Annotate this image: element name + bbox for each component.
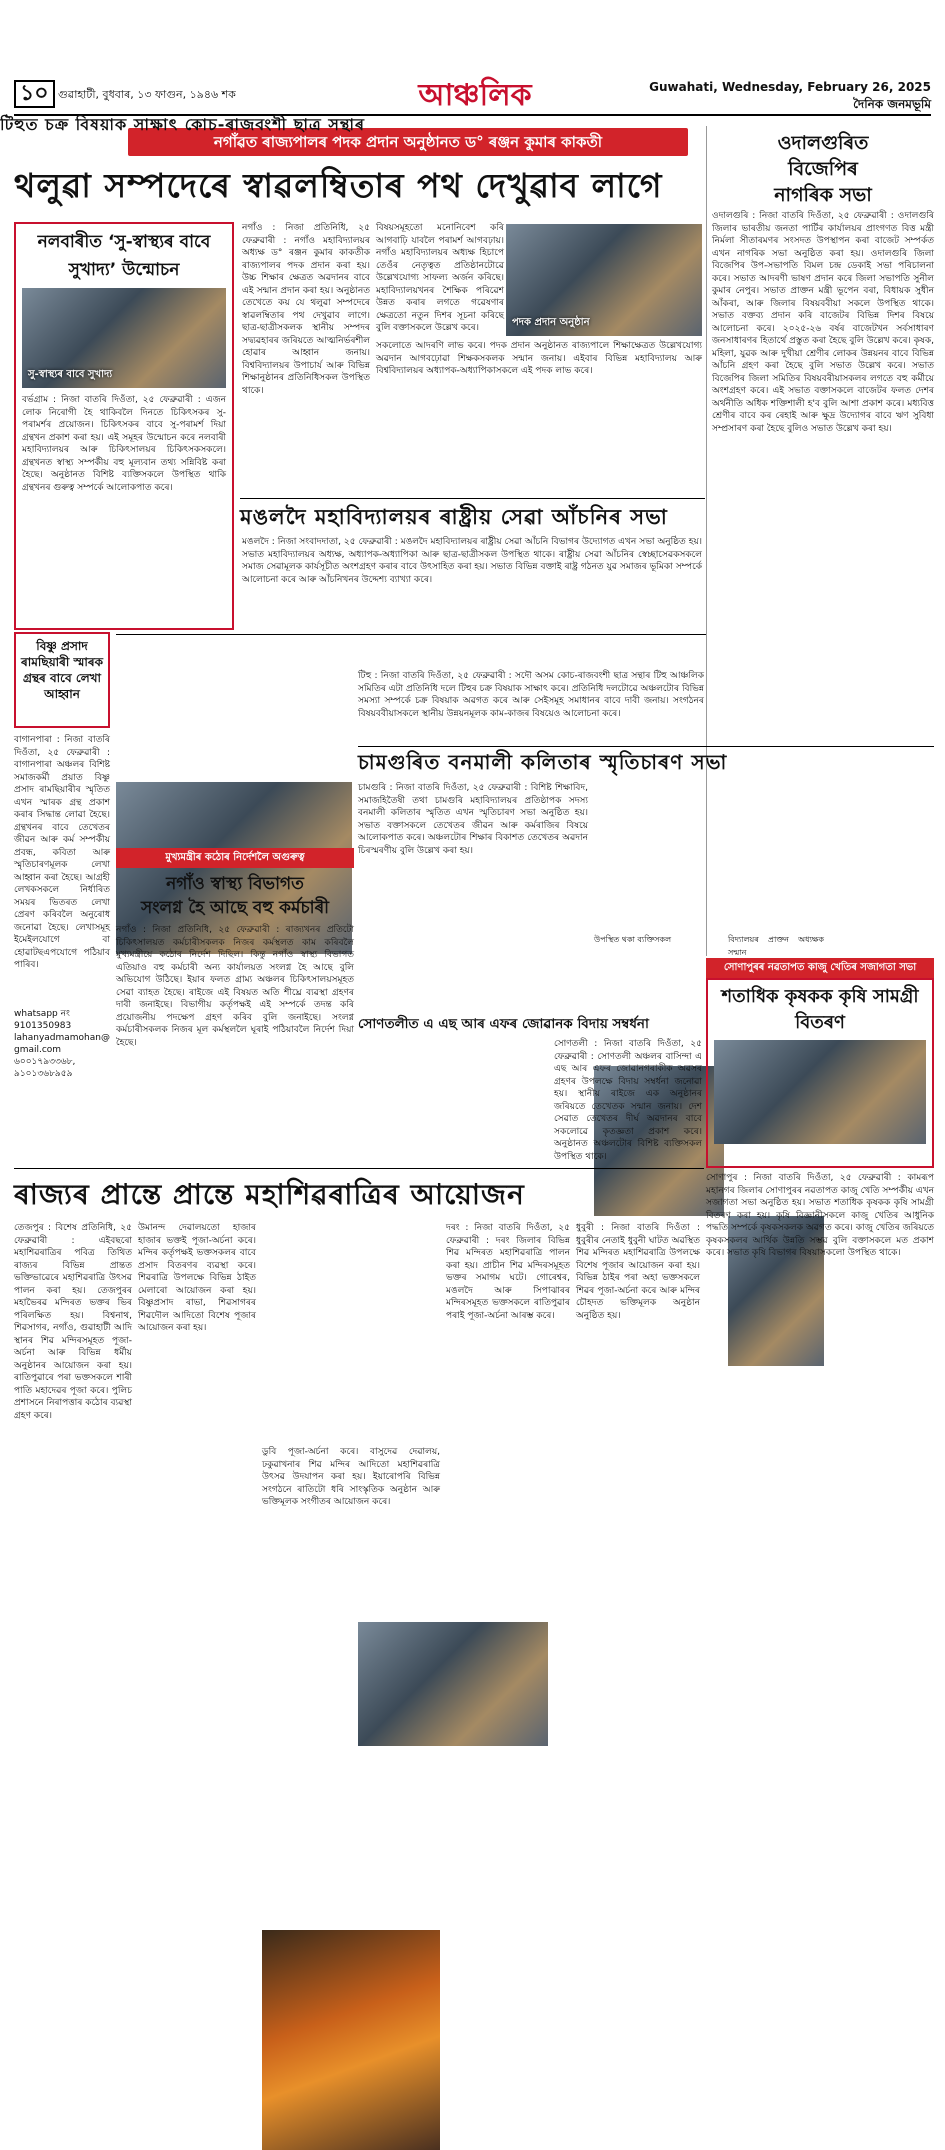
shivaratri-body-col4: দৰং : নিজা বাতৰি দিওঁতা, ২৫ ফেব্ৰুৱাৰী : দৰং জিলাৰ বিভিন্ন শিৱ মন্দিৰত মহাশিৱৰাত্ৰি পালন কৰা হয়। প্ৰাচীন শিৱ মন্দিৰসমূহত ভক্তৰ সমাগম ঘটে। গোৰেশ্বৰ, মঙলদৈ আৰু সিপাঝাৰৰ মন্দিৰসমূহত ভক্তসকলে ৰাতিপুৱাৰ পৰাই পূজা-অৰ্চনা আৰম্ভ কৰে। (446, 1223, 570, 1321)
nagaon-award-photo (506, 224, 702, 336)
tihu-body: টিহু : নিজা বাতৰি দিওঁতা, ২৫ ফেব্ৰুৱাৰী : সদৌ অসম কোচ-ৰাজবংশী ছাত্ৰ সন্থাৰ টিহু আঞ্চলিক সমিতিৰ এটা প্ৰতিনিধি দলে টিহুৰ চক্ৰ বিষয়াক সাক্ষাৎ কৰে। প্ৰতিনিধি দলটোৱে অঞ্চলটোৰ বিভিন্ন সমস্যা সম্পৰ্কে চক্ৰ বিষয়াক অৱগত কৰে আৰু সেইসমূহ সমাধানৰ বাবে দাবী জনায়। সংগঠনৰ বিষয়ববীয়াসকলে স্থানীয় উন্নয়নমূলক কাম-কাজৰ বিষয়েও আলোচনা কৰে। (358, 671, 704, 719)
sidebar-title-line1: ওদালগুৰিত (777, 132, 869, 154)
divider-mangaldoi (240, 498, 705, 499)
page-number: ১০ (14, 80, 55, 108)
nalbari-photo (22, 288, 226, 388)
shivaratri-body-col3: ডুবি পূজা-অৰ্চনা কৰে। বাসুদেৱ দেৱালয়, ঢকুৱাখনাৰ শিৱ মন্দিৰ আদিতো মহাশিৱৰাত্ৰি উৎসৱ উদযাপন কৰা হয়। ইয়াৰোপৰি বিভিন্ন সংগঠনে ৰাতিটো ধৰি সাংস্কৃতিক অনুষ্ঠান আৰু ভক্তিমূলক সংগীতৰ আয়োজন কৰে। (262, 1447, 440, 1507)
shivaratri-body-col1: তেজপুৰ : বিশেষ প্ৰতিনিধি, ২৫ ফেব্ৰুৱাৰী : এইবছৰো মহাশিৱৰাত্ৰিৰ পবিত্ৰ তিথিত ৰাজ্যৰ বিভিন্ন প্ৰান্তত ভক্তিভাৱেৰে মহাশিৱৰাত্ৰি উৎসৱ পালন কৰা হয়। তেজপুৰৰ মহাভৈৰৱ মন্দিৰত ভক্তৰ ভিৰ পৰিলক্ষিত হয়। বিশ্বনাথ, শিৱসাগৰ, নগাঁও, গুৱাহাটী আদি স্থানৰ শিৱ মন্দিৰসমূহত পূজা-অৰ্চনা আৰু বিভিন্ন ধৰ্মীয় অনুষ্ঠানৰ আয়োজন কৰা হয়। ৰাতিপুৱাৰে পৰা ভক্তসকলে শাৰী পাতি মহাদেৱৰ পূজা কৰে। পুলিচ প্ৰশাসনে নিৰাপত্তাৰ কঠোৰ ব্যৱস্থা গ্ৰহণ কৰে। (14, 1223, 132, 1421)
divider-shivaratri (14, 1168, 704, 1169)
masthead: আঞ্চলিক (418, 78, 532, 113)
sidebar-headline (712, 130, 934, 208)
sonapur-tag: সোণাপুৰৰ নৱতাপত কাজু খেতিৰ সজাগতা সভা (706, 958, 934, 978)
shivaratri-headline: ৰাজ্যৰ প্ৰান্তে প্ৰান্তে মহাশিৱৰাত্ৰিৰ আয়োজন (14, 1178, 525, 1211)
sonapur-headline: শতাধিক কৃষকক কৃষি সামগ্ৰী বিতৰণ (721, 986, 919, 1033)
date-left: গুৱাহাটী, বুধবাৰ, ১৩ ফাগুন, ১৯৪৬ শক (58, 88, 236, 101)
bishnu-body: বাগানপাৰা : নিজা বাতৰি দিওঁতা, ২৫ ফেব্ৰুৱাৰী : বাগানপাৰা অঞ্চলৰ বিশিষ্ট সমাজকৰ্মী প্ৰয়াত বিষ্ণু প্ৰসাদ ৰামছিয়াৰীৰ স্মৃতিত এখন স্মাৰক গ্ৰন্থ প্ৰকাশ কৰাৰ সিদ্ধান্ত লোৱা হৈছে। গ্ৰন্থখনৰ বাবে তেখেতৰ জীৱন আৰু কৰ্ম সম্পৰ্কীয় প্ৰবন্ধ, কবিতা আৰু স্মৃতিচাৰণমূলক লেখা আহ্বান কৰা হৈছে। আগ্ৰহী লেখকসকলে নিৰ্ধাৰিত সময়ৰ ভিতৰত লেখা প্ৰেৰণ কৰিবলৈ অনুৰোধ জনোৱা হৈছে। লেখাসমূহ ইমেইলযোগে বা হোৱাটছএপযোগে পঠিয়াব পাৰিব। (14, 735, 110, 970)
bishnu-headline: বিষ্ণু প্ৰসাদ ৰামছিয়াৰী স্মাৰক গ্ৰন্থৰ বাবে লেখা আহ্বান (20, 639, 104, 701)
nagaon-body-col2: বিষয়সমূহতো মনোনিবেশ কৰি আগবাঢ়ি যাবলৈ পৰামৰ্শ আগবঢ়ায়। নগাঁও মহাবিদ্যালয়ৰ অধ্যক্ষ হিচাপে তেওঁৰ নেতৃত্বত প্ৰতিষ্ঠানটোৱে উল্লেখযোগ্য সাফল্য অৰ্জন কৰিছে। মহাবিদ্যালয়খনৰ শৈক্ষিক পৰিৱেশ উন্নত কৰাৰ লগতে গৱেষণাৰ ক্ষেত্ৰতো নতুন দিশৰ সূচনা কৰিছে বুলি বক্তাসকলে উল্লেখ কৰে। (376, 223, 504, 333)
shivaratri-body-col2: উমানন্দ দেৱালয়তো হাজাৰ হাজাৰ ভক্তই পূজা-অৰ্চনা কৰে। মন্দিৰ কৰ্তৃপক্ষই ভক্তসকলৰ বাবে প্ৰসাদ বিতৰণৰ ব্যৱস্থা কৰে। শিৱৰাত্ৰি উপলক্ষে বিভিন্ন ঠাইত মেলাৰো আয়োজন কৰা হয়। বিষ্ণুপ্ৰসাদ ৰাভা, শিৱসাগৰৰ শিৱদৌল আদিতো বিশেষ পূজাৰ আয়োজন কৰা হয়। (138, 1223, 256, 1333)
nagaon-body-col3: সকলোতে আদৰণি লাভ কৰে। পদক প্ৰদান অনুষ্ঠানত ৰাজ্যপালে শিক্ষাক্ষেত্ৰত উল্লেখযোগ্য অৱদান আগবঢ়োৱা শিক্ষকসকলক সন্মান জনায়। এইবাৰ বিভিন্ন মহাবিদ্যালয় আৰু বিশ্ববিদ্যালয়ৰ অধ্যাপক-অধ্যাপিকাসকলে এই পদক লাভ কৰে। (376, 341, 702, 376)
nalbari-photo-caption: সু-স্বাস্থ্যৰ বাবে সুখাদ্য (28, 369, 113, 380)
bishnu-headline-box (14, 632, 110, 728)
mangaldoi-body: মঙলদৈ : নিজা সংবাদদাতা, ২৫ ফেব্ৰুৱাৰী : মঙলদৈ মহাবিদ্যালয়ৰ ৰাষ্ট্ৰীয় সেৱা আঁচনি বিভাগৰ উদ্যোগত এখন সভা অনুষ্ঠিত হয়। সভাত মহাবিদ্যালয়ৰ অধ্যক্ষ, অধ্যাপক-অধ্যাপিকা আৰু ছাত্ৰ-ছাত্ৰীসকল উপস্থিত থাকে। ৰাষ্ট্ৰীয় সেৱা আঁচনিৰ স্বেচ্ছাসেৱকসকলে সমাজ সেৱামূলক কাৰ্যসূচীত অংশগ্ৰহণ কৰাৰ বাবে উৎসাহিত কৰা হয়। সভাত বিভিন্ন বক্তাই ৰাষ্ট্ৰ গঠনত যুৱ সমাজৰ ভূমিকা সম্পৰ্কে আলোচনা কৰে আৰু আঁচনিখনৰ উদ্দেশ্য ব্যাখ্যা কৰে। (242, 537, 702, 585)
sonitpur-body: সোণতলী : নিজা বাতৰি দিওঁতা, ২৫ ফেব্ৰুৱাৰী : সোণতলী অঞ্চলৰ বাসিন্দা এ এছ আৰ এফৰ জোৱানগৰাকীক অৱসৰ গ্ৰহণৰ উপলক্ষে বিদায় সম্বৰ্ধনা জনোৱা হয়। স্থানীয় ৰাইজে এক অনুষ্ঠানৰ জৰিয়তে তেখেতক সন্মান জনায়। দেশ সেৱাত তেখেতৰ দীৰ্ঘ অৱদানৰ বাবে সকলোৱে কৃতজ্ঞতা প্ৰকাশ কৰে। অনুষ্ঠানত অঞ্চলটোৰ বিশিষ্ট ব্যক্তিসকল উপস্থিত থাকে। (554, 1039, 702, 1162)
divider-tihu (116, 634, 706, 635)
bishnu-contacts (14, 1008, 110, 1080)
sidebar-title-line3: নাগৰিক সভা (774, 184, 872, 206)
sonitpur-photo (358, 1622, 548, 1746)
banner-strap: নগাঁৱত ৰাজ্যপালৰ পদক প্ৰদান অনুষ্ঠানত ড° ৰঞ্জন কুমাৰ কাকতী (128, 128, 688, 156)
sonitpur-headline: সোণতলীত এ এছ আৰ এফৰ জোৱানক বিদায় সম্বৰ্ধনা (358, 1016, 649, 1032)
sonapur-box (706, 978, 934, 1168)
sidebar-title-line2: বিজেপিৰ (788, 158, 858, 180)
nagaon-body-col1: নগাঁও : নিজা প্ৰতিনিধি, ২৫ ফেব্ৰুৱাৰী : নগাঁও মহাবিদ্যালয়ৰ অধ্যক্ষ ড° ৰঞ্জন কুমাৰ কাকতীক ৰাজ্যপালৰ পদক প্ৰদান কৰা হয়। উচ্চ শিক্ষাৰ ক্ষেত্ৰত অৱদানৰ বাবে এই সন্মান প্ৰদান কৰা হয়। অনুষ্ঠানত তেখেতে কয় যে থলুৱা সম্পদেৰে স্বাৱলম্বিতাৰ পথ দেখুৱাব লাগে। ছাত্ৰ-ছাত্ৰীসকলক স্থানীয় সম্পদৰ সদ্ব্যৱহাৰৰ জৰিয়তে আত্মনিৰ্ভৰশীল হোৱাৰ আহ্বান জনায়। বিশ্ববিদ্যালয়ৰ উপাচাৰ্য আৰু বিভিন্ন শিক্ষানুষ্ঠানৰ প্ৰতিনিধিসকল উপস্থিত থাকে। (242, 223, 370, 396)
nagaon-photo-caption: পদক প্ৰদান অনুষ্ঠান (512, 317, 590, 328)
health-headline-1: নগাঁও স্বাস্থ্য বিভাগত (166, 874, 304, 894)
tihu-headline: টিহুত চক্ৰ বিষয়াক সাক্ষাৎ কোচ-ৰাজবংশী ছাত্ৰ সন্থাৰ (0, 115, 366, 134)
edition-name: দৈনিক জনমভূমি (853, 97, 931, 111)
bishnu-phone: ৬০০১৭৯৩৩৬৮, ৯১০১৩৬৮৯৫৯ (14, 1057, 76, 1079)
health-tag: মুখ্যমন্ত্ৰীৰ কঠোৰ নিৰ্দেশলৈ অগুৰুত্ব (116, 848, 354, 868)
date-right: Guwahati, Wednesday, February 26, 2025 (649, 80, 931, 94)
sonapur-body: সোণাপুৰ : নিজা বাতৰি দিওঁতা, ২৫ ফেব্ৰুৱাৰী : কামৰূপ মহানগৰ জিলাৰ সোণাপুৰৰ নৱতাপত কাজু খেতি সম্পৰ্কীয় এখন সজাগতা সভা অনুষ্ঠিত হয়। সভাত শতাধিক কৃষকক কৃষি সামগ্ৰী বিতৰণ কৰা হয়। কৃষি বিজ্ঞানীসকলে কাজু খেতিৰ আধুনিক পদ্ধতি সম্পৰ্কে কৃষকসকলক অৱগত কৰে। কাজু খেতিৰ জৰিয়তে কৃষকসকলৰ আৰ্থিক উন্নতি সম্ভৱ বুলি বক্তাসকলে মত প্ৰকাশ কৰে। সভাত কৃষি বিভাগৰ বিষয়াসকলো উপস্থিত থাকে। (706, 1173, 934, 1258)
nalbari-article (14, 222, 234, 630)
divider-chamaguri (358, 746, 934, 747)
chamaguri-headline: চামগুৰিত বনমালী কলিতাৰ স্মৃতিচাৰণ সভা (358, 750, 728, 774)
main-headline: থলুৱা সম্পদেৰে স্বাৱলম্বিতাৰ পথ দেখুৱাব লাগে (14, 166, 663, 205)
mangaldoi-headline: মঙলদৈ মহাবিদ্যালয়ৰ ৰাষ্ট্ৰীয় সেৱা আঁচনিৰ সভা (240, 505, 668, 529)
sonapur-photo (714, 1040, 926, 1144)
sidebar-body: ওদালগুৰি : নিজা বাতৰি দিওঁতা, ২৫ ফেব্ৰুৱাৰী : ওদালগুৰি জিলাৰ ভাৰতীয় জনতা পাৰ্টিৰ কাৰ্যালয়ৰ প্ৰাংগণত বিত্ত মন্ত্ৰী নিৰ্মলা সীতাৰমণৰ সংসদত উপস্থাপন কৰা বাজেট সম্পৰ্কত এখন নাগৰিক সভা অনুষ্ঠিত কৰা হয়। ওদালগুৰি জিলা বিজেপিৰ উপ-সভাপতি বিমল চন্দ্ৰ ডেকাই সভা পৰিচালনা কৰে। সভাত আদৰণী ভাষণ প্ৰদান কৰে জিলা সভাপতি সুনীল কুমাৰ নেপুৰ। সভাত প্ৰাক্তন মন্ত্ৰী ভূপেন বৰা, বিধায়ক সুধীন আঁকৰা, আৰু জিলাৰ বিষয়ববীয়া সকলে উপস্থিত থাকে। সভাত বক্তব্য প্ৰদান কৰি বাজেটৰ বিভিন্ন দিশৰ বিষয়ে আলোচনা কৰে। ২০২৫-২৬ বৰ্ষৰ বাজেটখন সৰ্বসাধাৰণ জনসাধাৰণৰ হিতাৰ্থে প্ৰস্তুত কৰা হৈছে বুলি উল্লেখ কৰে। কৃষক, মহিলা, যুৱক আৰু দুখীয়া শ্ৰেণীৰ লোকৰ উন্নয়নৰ বাবে বিভিন্ন আঁচনি গ্ৰহণ কৰা হৈছে বুলি সভাত উল্লেখ কৰে। সভাত বিজেপিৰ জিলা সমিতিৰ বিষয়বৰীয়াসকলৰ লগতে বহু কৰ্মীয়ে অংশগ্ৰহণ কৰে। এই সভাত বক্তাসকলে বাজেটৰ ফলত দেশৰ অৰ্থনীতি অধিক শক্তিশালী হ'ব বুলি আশা প্ৰকাশ কৰে। মধ্যবিত্ত শ্ৰেণীৰ বাবে কৰ ৰেহাই আৰু ক্ষুদ্ৰ উদ্যোগৰ বাবে ঋণ সুবিধা সম্প্ৰসাৰণ কৰা হৈছে বুলিও সভাত উল্লেখ কৰা হয়। (712, 211, 934, 434)
chamaguri-caption-1: উপস্থিত থকা ব্যক্তিসকল (594, 935, 672, 944)
chamaguri-body: চামগুৰি : নিজা বাতৰি দিওঁতা, ২৫ ফেব্ৰুৱাৰী : বিশিষ্ট শিক্ষাবিদ, সমাজহিতৈষী তথা চামগুৰি মহাবিদ্যালয়ৰ প্ৰতিষ্ঠাপক সদস্য বনমালী কলিতাৰ স্মৃতিত এখন স্মৃতিচাৰণ সভা অনুষ্ঠিত হয়। সভাত বক্তাসকলে তেখেতৰ জীৱন আৰু কৰ্মৰাজিৰ বিষয়ে আলোকপাত কৰে। অঞ্চলটোৰ শিক্ষাৰ বিকাশত তেখেতৰ অৱদান চিৰস্মৰণীয় বুলি উল্লেখ কৰা হয়। (358, 783, 588, 856)
nalbari-headline: নলবাৰীত ‘সু-স্বাস্থ্যৰ বাবে সুখাদ্য’ উন্মোচন (37, 232, 211, 280)
bishnu-email[interactable]: lahanyadmamohan@gmail.com (14, 1033, 110, 1055)
chamaguri-caption-2: বিদ্যালয়ৰ প্ৰাক্তন অধ্যক্ষক সন্মান (728, 935, 824, 957)
health-headline-2: সংলগ্ন হৈ আছে বহু কৰ্মচাৰী (140, 898, 330, 918)
shivaratri-body-col5: ধুবুৰী : নিজা বাতৰি দিওঁতা : ধুবুৰীৰ নেতাই ধুবুনী ঘাটত অৱস্থিত শিৱ মন্দিৰত মহাশিৱৰাত্ৰি উপলক্ষে বিশেষ পূজাৰ আয়োজন কৰা হয়। বিভিন্ন ঠাইৰ পৰা অহা ভক্তসকলে শিৱৰ পূজা-অৰ্চনা কৰে আৰু মন্দিৰ চৌহদত ভক্তিমূলক অনুষ্ঠান অনুষ্ঠিত হয়। (576, 1223, 700, 1321)
nalbari-body: বৰ্ভগ্ৰাম : নিজা বাতৰি দিওঁতা, ২৫ ফেব্ৰুৱাৰী : এজন লোক নিৰোগী হৈ থাকিবলৈ দিনতে চিকিৎসকৰ সু-পৰামৰ্শৰ প্ৰয়োজন। চিকিৎসকৰ বাবে সু-পৰামৰ্শ দিয়া গ্ৰন্থখন প্ৰকাশ কৰা হয়। এই সমূহৰ উন্মোচন কৰে নলবাৰী মহাবিদ্যালয়ৰ আৰু চিকিৎসালয়ৰ চিকিৎসকসকলে। গ্ৰন্থখনত স্বাস্থ্য সম্পৰ্কীয় বহু মূল্যবান তথ্য সন্নিবিষ্ট কৰা হৈছে। অনুষ্ঠানত বিশিষ্ট ব্যক্তিসকলে উপস্থিত থাকি গ্ৰন্থখনৰ গুৰুত্ব সম্পৰ্কে আলোকপাত কৰে। (22, 395, 226, 493)
sidebar-divider (706, 126, 707, 956)
health-body: নগাঁও : নিজা প্ৰতিনিধি, ২৫ ফেব্ৰুৱাৰী : ৰাজ্যখনৰ প্ৰতিটো চিকিৎসালয়ত কৰ্মচাৰীসকলক নিজৰ কৰ্মস্থলত কাম কৰিবলৈ মুখ্যমন্ত্ৰীয়ে কঠোৰ নিৰ্দেশ দিছিল। কিন্তু নগাঁও স্বাস্থ্য বিভাগত এতিয়াও বহু কৰ্মচাৰী অন্য কাৰ্যালয়ত সংলগ্ন হৈ আছে বুলি অভিযোগ উঠিছে। ইয়াৰ ফলত গ্ৰাম্য অঞ্চলৰ চিকিৎসালয়সমূহত সেৱা ব্যাহত হৈছে। ৰাইজে এই বিষয়ত অতি শীঘ্ৰে ব্যৱস্থা গ্ৰহণৰ দাবী জনাইছে। বিভাগীয় কৰ্তৃপক্ষই এই সম্পৰ্কে তদন্ত কৰি প্ৰয়োজনীয় পদক্ষেপ গ্ৰহণ কৰিব বুলি জনাইছে। সংলগ্ন কৰ্মচাৰীসকলক নিজৰ মূল কৰ্মস্থললৈ ঘূৰাই পঠিয়াবলৈ নিৰ্দেশ দিয়া হৈছে। (116, 925, 354, 1048)
shivaratri-photo (262, 1930, 440, 2150)
bishnu-whatsapp: whatsapp নং 9101350983 (14, 1009, 72, 1031)
